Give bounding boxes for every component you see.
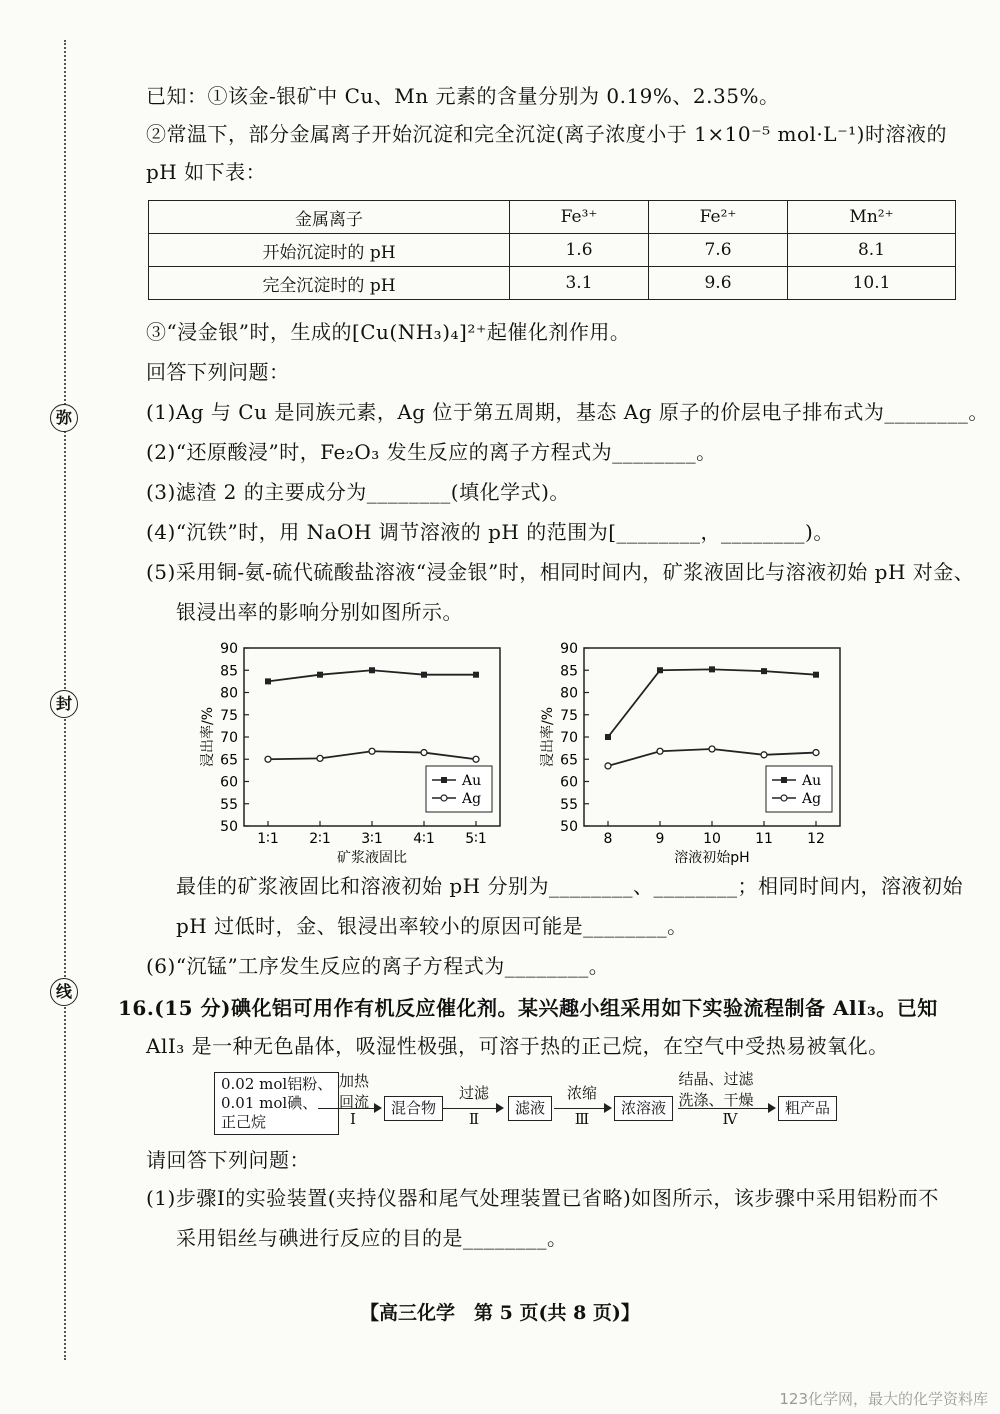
table-cell: 完全沉淀时的 pH bbox=[149, 267, 510, 300]
question-1: (1)Ag 与 Cu 是同族元素，Ag 位于第五周期，基态 Ag 原子的价层电子排布式为________。 bbox=[146, 400, 989, 424]
flow-step-1-numeral: Ⅰ bbox=[350, 1110, 356, 1128]
data-point-au bbox=[265, 678, 271, 684]
flow-step-text: 洗涤、干燥 bbox=[678, 1091, 754, 1109]
x-tick-label: 8 bbox=[603, 831, 613, 847]
data-point-ag bbox=[761, 752, 767, 758]
legend-box bbox=[426, 766, 492, 812]
y-tick-label: 85 bbox=[560, 663, 578, 680]
flow-arrow bbox=[554, 1108, 610, 1109]
flow-box-filtrate: 滤液 bbox=[508, 1096, 552, 1121]
legend-box bbox=[766, 766, 832, 812]
chart-liquid-solid-ratio bbox=[190, 636, 510, 868]
y-tick-label: 55 bbox=[560, 796, 578, 813]
known-line-1: 已知：①该金-银矿中 Cu、Mn 元素的含量分别为 0.19%、2.35%。 bbox=[146, 84, 780, 108]
table-cell: 开始沉淀时的 pH bbox=[149, 234, 510, 267]
q16-line-4: (1)步骤Ⅰ的实验装置(夹持仪器和尾气处理装置已省略)如图所示，该步骤中采用铝粉而不 bbox=[146, 1186, 939, 1210]
y-tick-label: 90 bbox=[220, 641, 238, 657]
flow-box-concentrate: 浓溶液 bbox=[614, 1096, 673, 1121]
page-footer: 【高三化学 第 5 页(共 8 页)】 bbox=[360, 1302, 640, 1324]
y-axis-label: 浸出率/% bbox=[540, 706, 556, 768]
legend-marker bbox=[441, 777, 447, 783]
legend-label: Au bbox=[802, 773, 822, 789]
data-point-au bbox=[317, 672, 323, 678]
data-point-au bbox=[421, 672, 427, 678]
table-row bbox=[149, 267, 956, 300]
question-5-line-2: 银浸出率的影响分别如图所示。 bbox=[176, 600, 463, 624]
known-line-3: pH 如下表： bbox=[146, 160, 267, 184]
question-2: (2)“还原酸浸”时，Fe₂O₃ 发生反应的离子方程式为________。 bbox=[146, 440, 717, 464]
x-tick-label: 1∶1 bbox=[257, 831, 279, 847]
flow-start-box bbox=[214, 1072, 339, 1135]
flow-step-text: 回流 bbox=[338, 1093, 369, 1111]
flow-step-text: 结晶、过滤 bbox=[678, 1070, 754, 1088]
flow-arrow bbox=[678, 1108, 774, 1109]
legend-label: Ag bbox=[802, 791, 822, 807]
data-point-ag bbox=[657, 748, 663, 754]
question-5-line-1: (5)采用铜-氨-硫代硫酸盐溶液“浸金银”时，相同时间内，矿浆液固比与溶液初始 pH 对金、 bbox=[146, 560, 975, 584]
questions-intro: 回答下列问题： bbox=[146, 360, 290, 384]
legend-marker bbox=[781, 777, 787, 783]
flow-step-3-numeral: Ⅲ bbox=[574, 1110, 590, 1128]
question-4: (4)“沉铁”时，用 NaOH 调节溶液的 pH 的范围为[________，________)。 bbox=[146, 520, 834, 544]
y-tick-label: 80 bbox=[220, 685, 238, 702]
flow-step-3-label: 浓缩 bbox=[566, 1084, 597, 1102]
x-tick-label: 3∶1 bbox=[361, 831, 383, 847]
data-point-ag bbox=[369, 748, 375, 754]
flow-step-text: 加热 bbox=[338, 1072, 369, 1090]
x-axis-label: 溶液初始pH bbox=[674, 850, 750, 866]
q16-line-3: 请回答下列问题： bbox=[146, 1148, 310, 1172]
y-tick-label: 55 bbox=[220, 796, 238, 813]
table-cell: 7.6 bbox=[649, 234, 788, 267]
flow-start-line: 正己烷 bbox=[221, 1113, 267, 1131]
data-point-ag bbox=[265, 756, 271, 762]
table-cell: 3.1 bbox=[510, 267, 649, 300]
q16-line-1: 16.(15 分)碘化铝可用作有机反应催化剂。某兴趣小组采用如下实验流程制备 AlI₃。已知 bbox=[118, 996, 938, 1020]
q16-line-5: 采用铝丝与碘进行反应的目的是________。 bbox=[176, 1226, 568, 1250]
flow-step-2-label: 过滤 bbox=[458, 1084, 489, 1102]
y-tick-label: 50 bbox=[560, 819, 578, 835]
q16-line-2: AlI₃ 是一种无色晶体，吸湿性极强，可溶于热的正己烷，在空气中受热易被氧化。 bbox=[146, 1034, 889, 1058]
flow-step-4-numeral: Ⅳ bbox=[722, 1110, 738, 1128]
table-row bbox=[149, 234, 956, 267]
y-tick-label: 90 bbox=[560, 641, 578, 657]
legend-label: Ag bbox=[462, 791, 482, 807]
margin-seal-feng: 封 bbox=[50, 690, 78, 718]
table-cell: 8.1 bbox=[788, 234, 956, 267]
legend-marker bbox=[441, 795, 447, 801]
legend-label: Au bbox=[462, 773, 482, 789]
legend-marker bbox=[781, 795, 787, 801]
y-tick-label: 80 bbox=[560, 685, 578, 702]
table-cell: 1.6 bbox=[510, 234, 649, 267]
y-tick-label: 70 bbox=[220, 730, 238, 746]
question-5-line-3: 最佳的矿浆液固比和溶液初始 pH 分别为________、________；相同时间内，溶液初始 bbox=[176, 874, 963, 898]
y-tick-label: 60 bbox=[220, 774, 238, 791]
series-line-au bbox=[608, 669, 816, 737]
x-tick-label: 9 bbox=[655, 831, 665, 847]
known-line-2: ②常温下，部分金属离子开始沉淀和完全沉淀(离子浓度小于 1×10⁻⁵ mol·L⁻¹)时溶液的 bbox=[146, 122, 947, 146]
x-tick-label: 12 bbox=[807, 831, 825, 847]
x-tick-label: 10 bbox=[703, 831, 721, 847]
data-point-au bbox=[657, 667, 663, 673]
y-tick-label: 85 bbox=[220, 663, 238, 680]
question-3: (3)滤渣 2 的主要成分为________(填化学式)。 bbox=[146, 480, 570, 504]
table-cell: 10.1 bbox=[788, 267, 956, 300]
flow-step-2-numeral: Ⅱ bbox=[468, 1110, 480, 1128]
x-axis-label: 矿浆液固比 bbox=[337, 850, 407, 866]
table-header-row bbox=[149, 201, 956, 234]
y-axis-label: 浸出率/% bbox=[200, 706, 216, 768]
table-header-cell: Fe³⁺ bbox=[510, 201, 649, 234]
flow-arrow bbox=[318, 1108, 380, 1109]
process-flowchart bbox=[210, 1068, 850, 1140]
table-header-cell: Fe²⁺ bbox=[649, 201, 788, 234]
flow-box-crude-product: 粗产品 bbox=[778, 1096, 837, 1121]
table-header-cell: 金属离子 bbox=[149, 201, 510, 234]
flow-start-line: 0.01 mol碘、 bbox=[221, 1094, 318, 1112]
y-tick-label: 75 bbox=[220, 707, 238, 724]
y-tick-label: 65 bbox=[560, 752, 578, 769]
ph-table bbox=[148, 200, 956, 300]
data-point-ag bbox=[605, 763, 611, 769]
known-line-4: ③“浸金银”时，生成的[Cu(NH₃)₄]²⁺起催化剂作用。 bbox=[146, 320, 631, 344]
flow-arrow bbox=[442, 1108, 502, 1109]
flow-box-mixture: 混合物 bbox=[384, 1096, 443, 1121]
y-tick-label: 50 bbox=[220, 819, 238, 835]
y-tick-label: 65 bbox=[220, 752, 238, 769]
data-point-ag bbox=[709, 746, 715, 752]
y-tick-label: 70 bbox=[560, 730, 578, 746]
data-point-au bbox=[813, 672, 819, 678]
y-tick-label: 75 bbox=[560, 707, 578, 724]
data-point-ag bbox=[813, 750, 819, 756]
x-tick-label: 5∶1 bbox=[465, 831, 487, 847]
data-point-ag bbox=[473, 756, 479, 762]
flow-start-line: 0.02 mol铝粉、 bbox=[221, 1075, 333, 1093]
data-point-au bbox=[761, 668, 767, 674]
data-point-ag bbox=[421, 750, 427, 756]
x-tick-label: 2∶1 bbox=[309, 831, 331, 847]
question-5-line-4: pH 过低时，金、银浸出率较小的原因可能是________。 bbox=[176, 914, 688, 938]
data-point-au bbox=[709, 666, 715, 672]
watermark-text: 123化学网，最大的化学资料库 bbox=[779, 1390, 988, 1408]
data-point-ag bbox=[317, 755, 323, 761]
data-point-au bbox=[369, 667, 375, 673]
question-6: (6)“沉锰”工序发生反应的离子方程式为________。 bbox=[146, 954, 610, 978]
chart-initial-ph bbox=[530, 636, 850, 868]
table-cell: 9.6 bbox=[649, 267, 788, 300]
table-header-cell: Mn²⁺ bbox=[788, 201, 956, 234]
x-tick-label: 11 bbox=[755, 831, 773, 847]
x-tick-label: 4∶1 bbox=[413, 831, 435, 847]
data-point-au bbox=[605, 734, 611, 740]
y-tick-label: 60 bbox=[560, 774, 578, 791]
margin-seal-xian: 线 bbox=[50, 978, 78, 1006]
margin-seal-mi: 弥 bbox=[50, 404, 78, 432]
data-point-au bbox=[473, 672, 479, 678]
flow-step-4-label bbox=[674, 1068, 758, 1110]
